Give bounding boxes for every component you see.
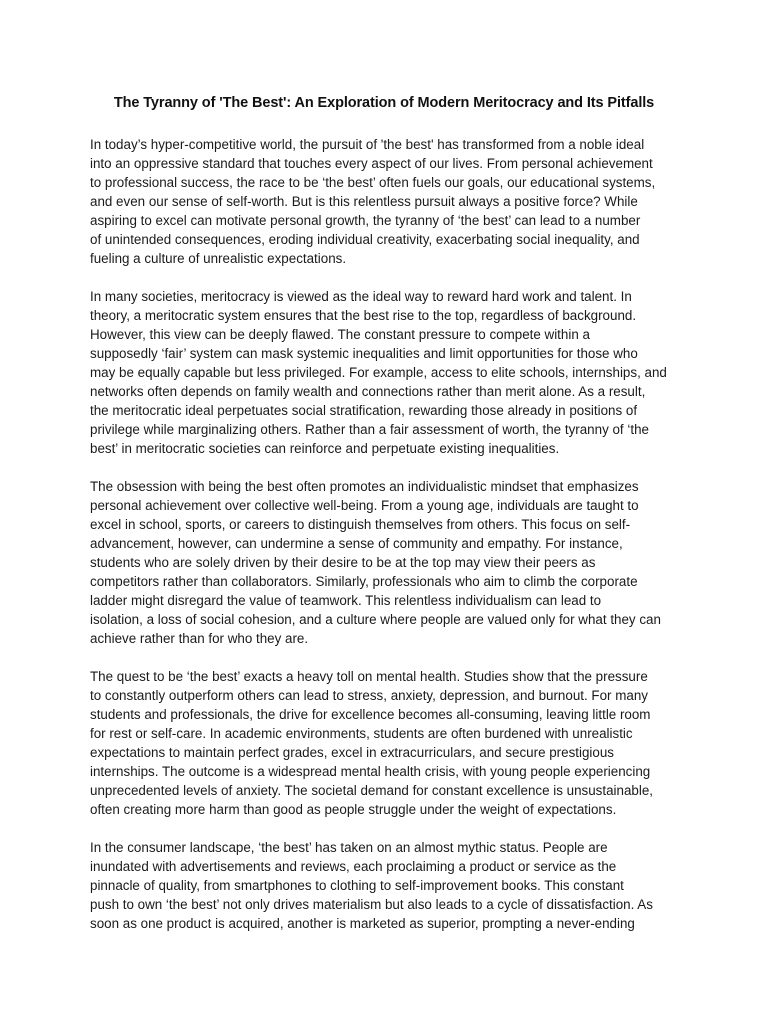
body-paragraph — [90, 287, 680, 458]
paragraph-line: may be equally capable but less privileged. For example, access to elite schools, internships, and — [90, 365, 667, 380]
paragraph-line: fueling a culture of unrealistic expectations. — [90, 251, 347, 266]
paragraph-line: of unintended consequences, eroding individual creativity, exacerbating social inequality, and — [90, 232, 640, 247]
paragraph-line: In today’s hyper-competitive world, the pursuit of 'the best' has transformed from a noble ideal — [90, 137, 645, 152]
document-body — [90, 135, 680, 952]
paragraph-line: push to own ‘the best’ not only drives materialism but also leads to a cycle of dissatisfaction. As — [90, 897, 653, 912]
paragraph-line: and even our sense of self-worth. But is this relentless pursuit always a positive force? While — [90, 194, 638, 209]
paragraph-line: internships. The outcome is a widespread mental health crisis, with young people experiencing — [90, 764, 651, 779]
paragraph-line: However, this view can be deeply flawed. The constant pressure to compete within a — [90, 327, 590, 342]
paragraph-line: The obsession with being the best often promotes an individualistic mindset that emphasizes — [90, 479, 639, 494]
paragraph-line: often creating more harm than good as people struggle under the weight of expectations. — [90, 802, 617, 817]
paragraph-line: theory, a meritocratic system ensures that the best rise to the top, regardless of background. — [90, 308, 637, 323]
paragraph-line: personal achievement over collective well-being. From a young age, individuals are taught to — [90, 498, 639, 513]
body-paragraph — [90, 135, 680, 268]
paragraph-line: privilege while marginalizing others. Rather than a fair assessment of worth, the tyranny of ‘the — [90, 422, 649, 437]
document-title: The Tyranny of 'The Best': An Exploration of Modern Meritocracy and Its Pitfalls — [113, 95, 655, 111]
paragraph-line: achieve rather than for who they are. — [90, 631, 309, 646]
paragraph-line: isolation, a loss of social cohesion, and a culture where people are valued only for what they can — [90, 612, 661, 627]
paragraph-line: networks often depends on family wealth and connections rather than merit alone. As a result, — [90, 384, 646, 399]
paragraph-line: aspiring to excel can motivate personal growth, the tyranny of ‘the best’ can lead to a number — [90, 213, 641, 228]
paragraph-line: students who are solely driven by their desire to be at the top may view their peers as — [90, 555, 596, 570]
paragraph-line: the meritocratic ideal perpetuates social stratification, rewarding those already in positions of — [90, 403, 638, 418]
paragraph-line: unprecedented levels of anxiety. The societal demand for constant excellence is unsustainable, — [90, 783, 654, 798]
body-paragraph — [90, 477, 680, 648]
paragraph-line: to constantly outperform others can lead to stress, anxiety, depression, and burnout. For many — [90, 688, 648, 703]
paragraph-line: inundated with advertisements and reviews, each proclaiming a product or service as the — [90, 859, 617, 874]
paragraph-line: In many societies, meritocracy is viewed as the ideal way to reward hard work and talent. In — [90, 289, 632, 304]
paragraph-line: soon as one product is acquired, another is marketed as superior, prompting a never-ending — [90, 916, 635, 931]
paragraph-line: into an oppressive standard that touches every aspect of our lives. From personal achievement — [90, 156, 653, 171]
paragraph-line: for rest or self-care. In academic environments, students are often burdened with unrealistic — [90, 726, 633, 741]
paragraph-line: best’ in meritocratic societies can reinforce and perpetuate existing inequalities. — [90, 441, 560, 456]
body-paragraph — [90, 667, 680, 819]
paragraph-line: students and professionals, the drive for excellence becomes all-consuming, leaving little room — [90, 707, 651, 722]
paragraph-line: ladder might disregard the value of teamwork. This relentless individualism can lead to — [90, 593, 602, 608]
paragraph-line: expectations to maintain perfect grades, excel in extracurriculars, and secure prestigious — [90, 745, 614, 760]
paragraph-line: advancement, however, can undermine a sense of community and empathy. For instance, — [90, 536, 623, 551]
paragraph-line: to professional success, the race to be ‘the best’ often fuels our goals, our educational systems, — [90, 175, 656, 190]
paragraph-line: In the consumer landscape, ‘the best’ has taken on an almost mythic status. People are — [90, 840, 608, 855]
body-paragraph — [90, 838, 680, 933]
paragraph-line: supposedly ‘fair’ system can mask systemic inequalities and limit opportunities for those who — [90, 346, 638, 361]
paragraph-line: excel in school, sports, or careers to distinguish themselves from others. This focus on self- — [90, 517, 631, 532]
paragraph-line: competitors rather than collaborators. Similarly, professionals who aim to climb the corporate — [90, 574, 638, 589]
paragraph-line: pinnacle of quality, from smartphones to clothing to self-improvement books. This constant — [90, 878, 624, 893]
paragraph-line: The quest to be ‘the best’ exacts a heavy toll on mental health. Studies show that the pressure — [90, 669, 648, 684]
